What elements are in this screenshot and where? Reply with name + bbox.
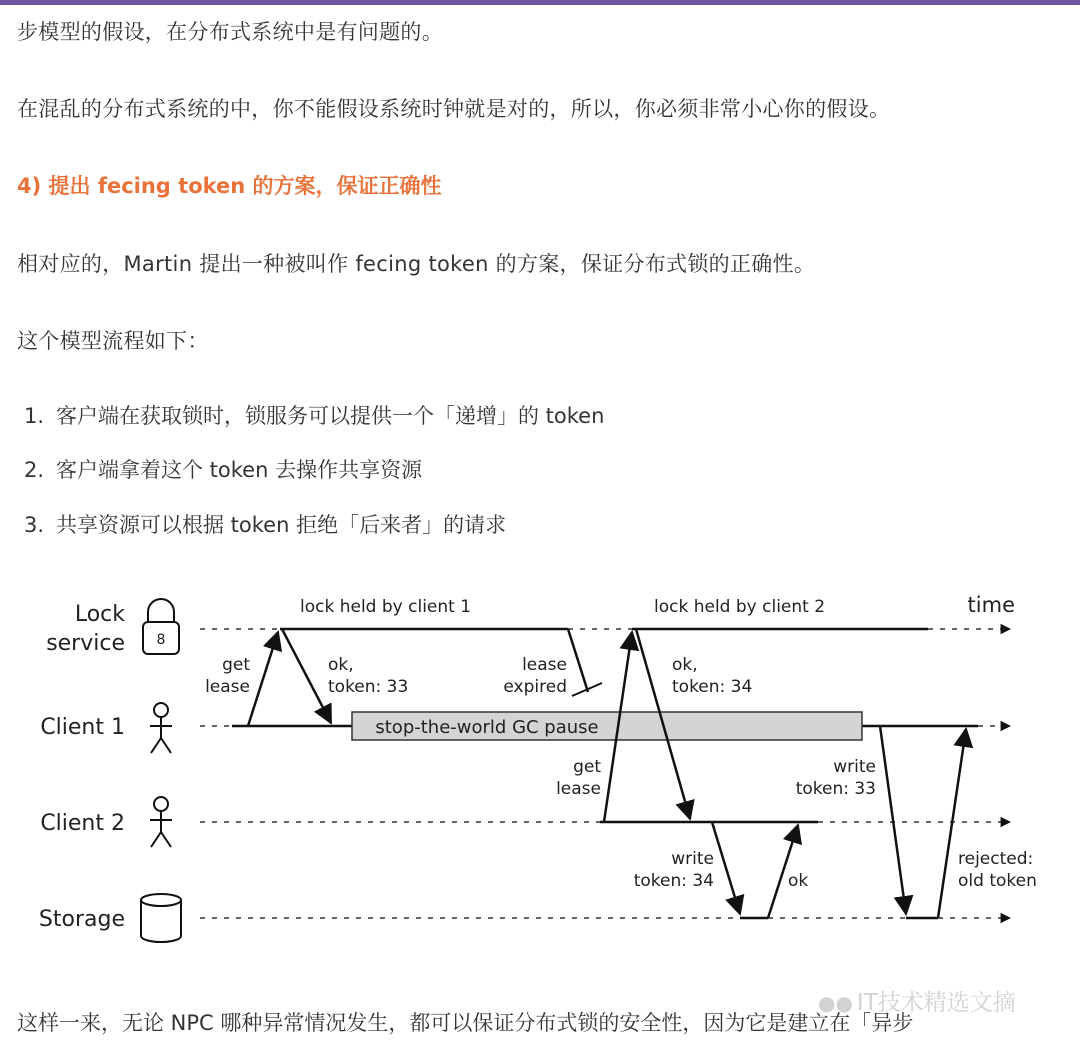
row-label-service: service xyxy=(46,631,125,656)
paragraph-conclusion: 这样一来，无论 NPC 哪种异常情况发生，都可以保证分布式锁的安全性，因为它是建立在「异步 xyxy=(17,1011,914,1035)
paragraph-martin-proposal: 相对应的，Martin 提出一种被叫作 fecing token 的方案，保证分布式锁的正确性。 xyxy=(17,252,816,276)
row-label-client1: Client 1 xyxy=(40,715,125,740)
client1-person-icon xyxy=(150,703,172,753)
row-label-storage: Storage xyxy=(38,907,125,932)
lock-icon xyxy=(143,599,179,654)
label-ok-token33-line2: token: 33 xyxy=(328,677,409,697)
label-time-axis: time xyxy=(967,593,1015,617)
list-item-number: 1. xyxy=(24,404,45,428)
label-rejected-line2: old token xyxy=(958,871,1037,891)
list-item-number: 2. xyxy=(24,458,45,482)
list-item-text: 客户端拿着这个 token 去操作共享资源 xyxy=(56,458,423,482)
label-write-token34-line1: write xyxy=(671,849,714,869)
label-rejected-line1: rejected: xyxy=(958,849,1034,869)
client2-person-icon xyxy=(150,797,172,847)
label-write-token33-line1: write xyxy=(833,757,876,777)
label-write-token34-line2: token: 34 xyxy=(633,871,714,891)
label-get-lease-1-line2: lease xyxy=(205,677,250,697)
label-ok-token34-line1: ok, xyxy=(672,655,698,675)
list-item xyxy=(24,455,422,485)
paragraph-model-flow: 这个模型流程如下： xyxy=(17,329,209,353)
label-lease-expired-line1: lease xyxy=(522,655,567,675)
top-accent-bar xyxy=(0,0,1080,5)
row-label-client2: Client 2 xyxy=(40,811,125,836)
list-item-text: 客户端在获取锁时，锁服务可以提供一个「递增」的 token xyxy=(56,404,605,428)
arrow-write-token33 xyxy=(880,726,906,914)
label-ok-token34-line2: token: 34 xyxy=(672,677,753,697)
paragraph-clock-assumption: 在混乱的分布式系统的中，你不能假设系统时钟就是对的，所以，你必须非常小心你的假设。 xyxy=(17,97,891,121)
list-item xyxy=(24,401,604,431)
label-get-lease-2-line2: lease xyxy=(556,779,601,799)
watermark-text: IT技术精选文摘 xyxy=(856,990,1016,1016)
label-lease-expired-line2: expired xyxy=(503,677,567,697)
gc-pause-label: stop-the-world GC pause xyxy=(375,717,599,738)
arrow-ok-token33 xyxy=(282,629,331,723)
arrow-write-token34 xyxy=(712,822,740,914)
wechat-icon: ●● xyxy=(818,991,853,1015)
section-heading-fencing-token: 4) 提出 fecing token 的方案，保证正确性 xyxy=(17,174,442,198)
label-get-lease-1-line1: get xyxy=(222,655,250,675)
label-lock-held-client1: lock held by client 1 xyxy=(300,597,472,617)
list-item-number: 3. xyxy=(24,513,45,537)
lock-keyhole-glyph: 8 xyxy=(156,632,166,648)
arrow-client1-get-lease xyxy=(248,632,278,726)
list-item-text: 共享资源可以根据 token 拒绝「后来者」的请求 xyxy=(56,513,507,537)
storage-database-icon xyxy=(141,894,181,942)
label-get-lease-2-line1: get xyxy=(573,757,601,777)
arrow-lease-expired xyxy=(568,629,588,692)
label-storage-ok: ok xyxy=(788,871,809,891)
row-label-lock: Lock xyxy=(74,602,125,627)
label-write-token33-line2: token: 33 xyxy=(795,779,876,799)
label-ok-token33-line1: ok, xyxy=(328,655,354,675)
fencing-token-diagram xyxy=(0,580,1080,960)
paragraph-async-model: 步模型的假设，在分布式系统中是有问题的。 xyxy=(17,20,443,44)
list-item xyxy=(24,510,506,540)
label-lock-held-client2: lock held by client 2 xyxy=(654,597,826,617)
